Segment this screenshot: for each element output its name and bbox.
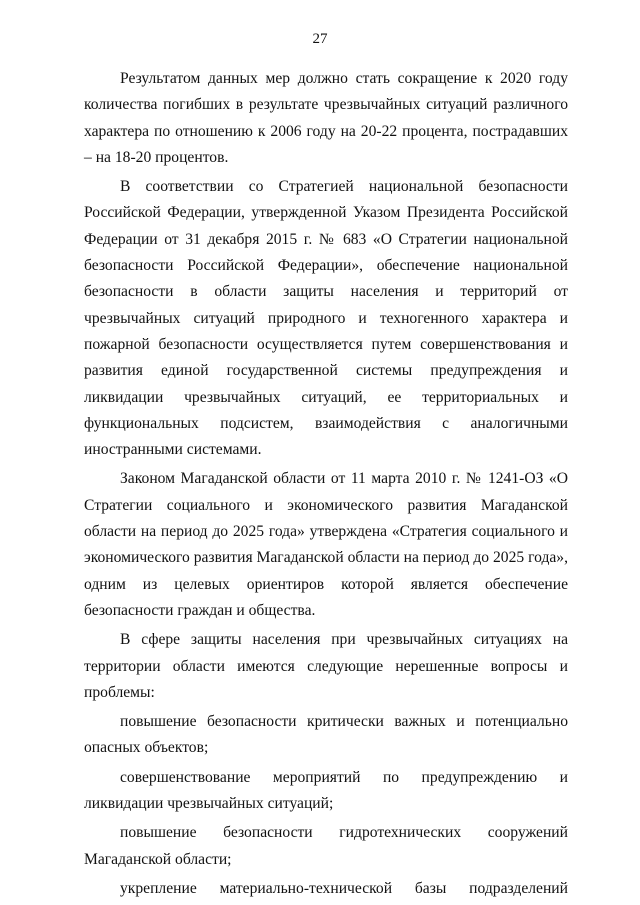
list-item-critical-objects: повышение безопасности критически важных и потенциально опасных объектов; xyxy=(84,713,568,757)
paragraph-national-security-strategy: В соответствии со Стратегией национальной безопасности Российской Федерации, утвержденной Указом Президента Российской Федерации от 31 декабря 2015 г. № 683 «О Стратегии национальной безопасности Российской Федерации», обеспечение национальной безопасности в области защиты населения и территорий от чрезвычайных ситуаций природного и техногенного характера и пожарной безопасности осуществляется путем совершенствования и развития единой государственной системы предупреждения и ликвидации чрезвычайных ситуаций, ее территориальных и функциональных подсистем, взаимодействия с аналогичными иностранными системами. xyxy=(84,178,568,459)
list-item-material-base: укрепление материально-технической базы подразделений xyxy=(120,879,568,897)
page-number: 27 xyxy=(312,31,328,47)
paragraph-unresolved-issues: В сфере защиты населения при чрезвычайных ситуациях на территории области имеются следующие нерешенные вопросы и проблемы: xyxy=(84,631,568,701)
paragraph-results: Результатом данных мер должно стать сокращение к 2020 году количества погибших в результате чрезвычайных ситуаций различного характера по отношению к 2006 году на 20-22 процента, пострадавших – на 18-20 процентов. xyxy=(84,70,568,166)
list-item-emergency-measures: совершенствование мероприятий по предупреждению и ликвидации чрезвычайных ситуаций; xyxy=(84,768,568,813)
paragraph-magadan-law: Законом Магаданской области от 11 марта 2010 г. № 1241-ОЗ «О Стратегии социального и экономического развития Магаданской области на период до 2025 года» утверждена «Стратегия социального и экономического развития Магаданской области на период до 2025 года», одним из целевых ориентиров которой является обеспечение безопасности граждан и общества. xyxy=(84,470,568,619)
document-body xyxy=(84,66,568,902)
list-item-hydrotechnical-safety: повышение безопасности гидротехнических сооружений Магаданской области; xyxy=(84,824,568,868)
